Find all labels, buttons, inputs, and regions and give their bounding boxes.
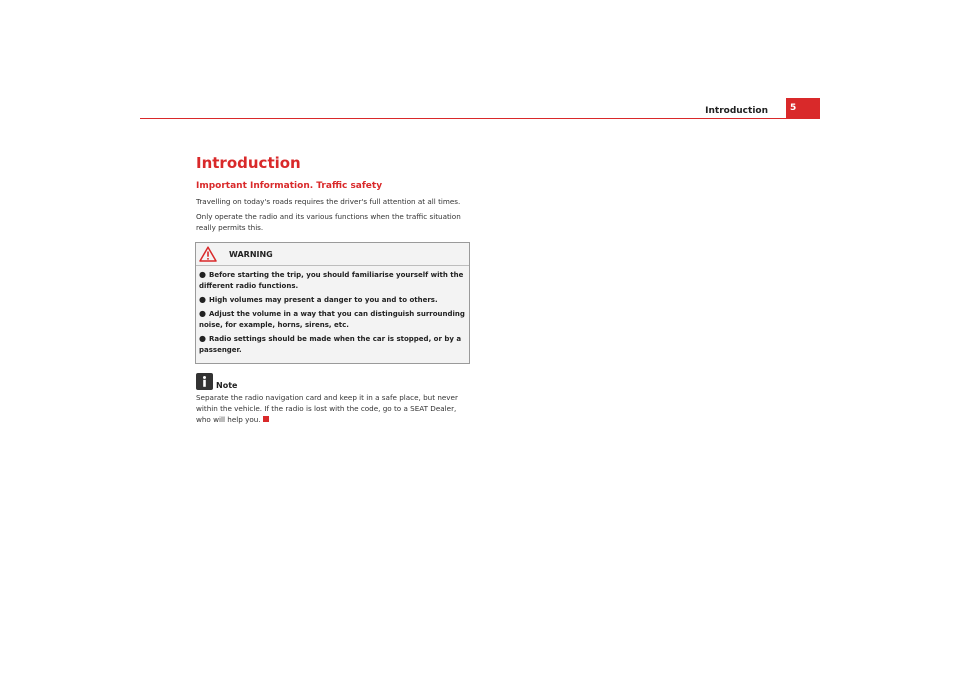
bullet-icon: ●: [199, 334, 206, 343]
bullet-icon: ●: [199, 295, 206, 304]
warning-item: ● High volumes may present a danger to you and to others.: [199, 295, 438, 304]
page-title: Introduction: [196, 154, 301, 172]
note-title: Note: [216, 381, 238, 390]
warning-list: [196, 266, 469, 363]
end-of-section-icon: [263, 416, 269, 422]
note-header: [196, 370, 472, 390]
bullet-icon: ●: [199, 309, 206, 318]
warning-title: WARNING: [229, 249, 273, 259]
main-content: [196, 153, 472, 429]
warning-box: [195, 242, 470, 364]
warning-triangle-icon: [199, 246, 217, 262]
warning-header: [196, 243, 469, 266]
paragraph: Travelling on today's roads requires the driver's full attention at all times.: [196, 197, 461, 206]
bullet-icon: ●: [199, 270, 206, 279]
header-chapter-title: Introduction: [705, 106, 768, 116]
page-number: 5: [786, 98, 820, 118]
warning-item: ● Adjust the volume in a way that you can distinguish surrounding noise, for example, horns, sirens, etc.: [199, 309, 465, 329]
warning-item: ● Before starting the trip, you should familiarise yourself with the different radio functions.: [199, 270, 464, 290]
note-info-icon: [196, 373, 213, 390]
section-heading: Important Information. Traffic safety: [196, 181, 383, 191]
note-text: Separate the radio navigation card and keep it in a safe place, but never within the vehicle. If the radio is lost with the code, go to a SEAT Dealer, who will help you.: [196, 393, 458, 424]
warning-item: ● Radio settings should be made when the car is stopped, or by a passenger.: [199, 334, 462, 354]
paragraph: Only operate the radio and its various functions when the traffic situation really permits this.: [196, 212, 461, 232]
header-divider: [140, 118, 820, 119]
